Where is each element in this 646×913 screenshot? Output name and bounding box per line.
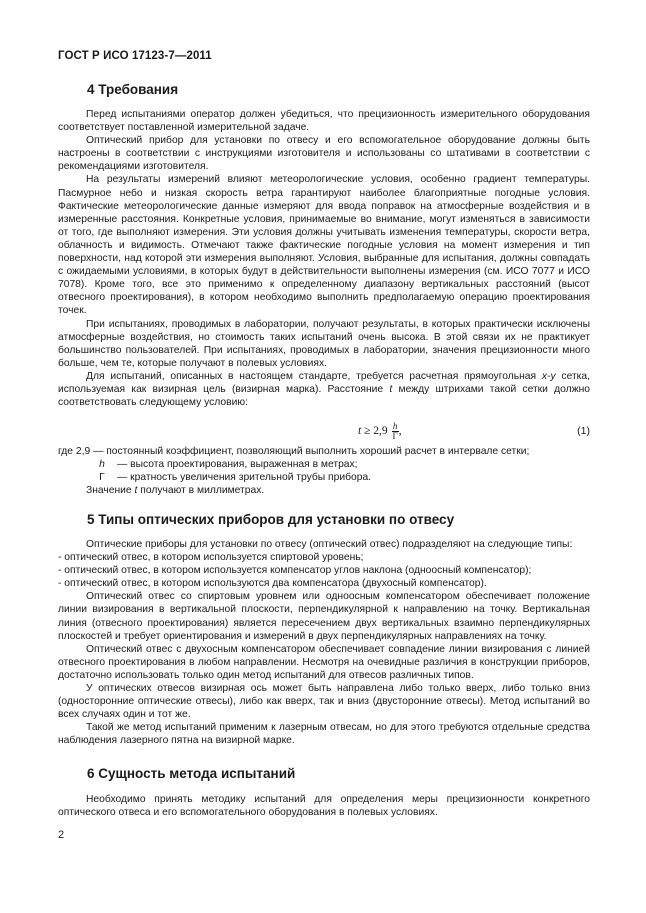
definition-row — [58, 471, 598, 484]
definition-row — [58, 445, 598, 458]
list-item: - оптический отвес, в котором используются два компенсатора (двухосный компенсатор). — [58, 578, 487, 590]
formula-denominator: Γ — [392, 431, 398, 441]
paragraph: Оптические приборы для установки по отвесу (оптический отвес) подразделяют на следующие типы: — [86, 539, 573, 550]
section-4-body — [58, 108, 590, 409]
section-4-title: 4 Требования — [87, 82, 179, 97]
formula-trail: , — [398, 425, 402, 438]
paragraph: На результаты измерений влияют метеорологические условия, особенно градиент температуры. Пасмурное небо и низкая скорость ветра гарантируют наиболее благоприятные погодные условия. Фактические метеорологические данные измеряют для ввода поправок на атмосферные воздействия и в измеренные расстояния. Конкретные условия, принимаемые во внимание, могут изменяться в зависимости от того, где выполняют измерения. Эти условия должны учитывать изменения температуры, скорости ветра, облачность и видимость. Отмечают также фактические погодные условия на момент измерения и тип поверхности, над которой эти измерения выполняют. Условия, выбранные для испытания, должны совпадать с ожидаемыми условиями, в которых будут в действительности выполнены измерения (см. ИСО 7077 и ИСО 7078). Кроме того, все это применимо к определенному диапазону вертикальных расстояний (высот отвесного проектирования), в котором необходимо выполнить предполагаемую операцию проектирования точек. — [58, 174, 590, 317]
paragraph: Оптический отвес с двухосным компенсатором обеспечивает совпадение линии визирования с линией отвесного проектирования в любом направлении. Несмотря на очевидные различия в конструкции приборов, достаточно использовать только один метод испытаний для отвесов различных типов. — [58, 643, 590, 681]
page-number: 2 — [58, 829, 65, 841]
formula-relation: ≥ 2,9 — [364, 425, 388, 438]
paragraph: Оптический отвес со спиртовым уровнем или одноосным компенсатором обеспечивает положение линии визирования в вертикальной плоскости, перпендикулярной к направлению на точку. Вертикальная линия (отвесного проектирования) является пересечением двух вертикальных взаимно перпендикулярных плоскостей и требует ориентирования и измерений в двух перпендикулярных направлениях на точку. — [58, 591, 590, 642]
section-6-body — [58, 793, 590, 819]
formula-fraction — [392, 422, 399, 441]
paragraph: У оптических отвесов визирная ось может быть направлена либо только вверх, либо только вниз (односторонние оптические отвесы), либо как вверх, так и вниз (двусторонние отвесы). Метод испытаний во всех случаях один и тот же. — [58, 683, 590, 721]
definitions-list — [58, 445, 598, 497]
definition-text: — высота проектирования, выраженная в метрах; — [117, 459, 358, 471]
definition-text: — постоянный коэффициент, позволяющий выполнить хороший расчет в интервале сетки; — [93, 446, 530, 457]
formula-numerator: h — [392, 421, 398, 431]
section-6-title: 6 Сущность метода испытаний — [87, 766, 296, 781]
paragraph: Такой же метод испытаний применим к лазерным отвесам, но для этого требуются отдельные средства наблюдения лазерного пятна на визирной марке. — [58, 722, 590, 747]
definition-row — [58, 458, 598, 471]
formula-lhs: t — [358, 425, 362, 438]
xy-symbol: x-y — [541, 370, 556, 382]
list-item: - оптический отвес, в котором используется спиртовой уровень; — [58, 552, 364, 564]
section-5-title: 5 Типы оптических приборов для установки по отвесу — [87, 512, 455, 527]
value-note: Значение t получают в миллиметрах. — [86, 485, 265, 497]
definition-symbol: где 2,9 — [58, 446, 91, 457]
paragraph: При испытаниях, проводимых в лаборатории, получают результаты, в которых практически исключены атмосферные воздействия, но стоимость таких испытаний очень высока. В этой связи их не практикует большинство пользователей. При испытаниях, проводимых в лаборатории, значения прецизионности много больше, чем те, которые получают в полевых условиях. — [58, 318, 590, 369]
paragraph: Необходимо принять методику испытаний для определения меры прецизионности конкретного оптического отвеса и его вспомогательного оборудования в полевых условиях. — [58, 794, 590, 819]
document-header: ГОСТ Р ИСО 17123-7—2011 — [58, 50, 212, 62]
formula-1 — [58, 420, 590, 442]
paragraph: Перед испытаниями оператор должен убедиться, что прецизионность измерительного оборудования соответствует поставленной измерительной задаче. — [58, 109, 590, 134]
formula-number: (1) — [577, 425, 590, 437]
definition-text: — кратность увеличения зрительной трубы прибора. — [117, 472, 372, 484]
definition-symbol: h — [99, 459, 105, 471]
grid-paragraph: Для испытаний, описанных в настоящем стандарте, требуется расчетная прямоугольная x-y сетка, используемая как визирная цель (визирная марка). Расстояние t между штрихами такой сетки должно соответствовать следующему условию: — [58, 370, 590, 409]
list-item: - оптический отвес, в котором используется компенсатор углов наклона (одноосный компенсатор); — [58, 565, 532, 577]
paragraph: Оптический прибор для установки по отвесу и его вспомогательное оборудование должны быть настроены в соответствии с инструкциями изготовителя и использованы со штативами в соответствии с рекомендациями изготовителя. — [58, 135, 590, 173]
t-symbol: t — [389, 383, 393, 395]
definition-symbol: Γ — [99, 472, 105, 484]
section-5-body — [58, 538, 590, 748]
